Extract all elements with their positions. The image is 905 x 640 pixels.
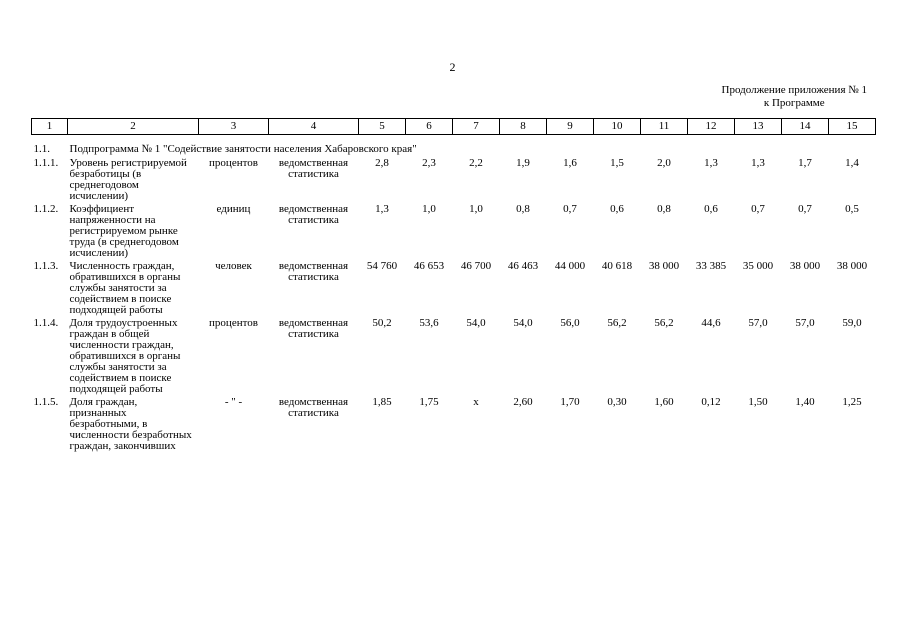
value-cell: 0,8 xyxy=(657,203,671,215)
subprogram-code: 1.1. xyxy=(33,143,50,155)
header-cell: 4 xyxy=(269,119,359,135)
value-cell: 1,7 xyxy=(798,157,812,169)
header-cell: 8 xyxy=(500,119,547,135)
table-row xyxy=(32,156,876,202)
value-cell: 0,12 xyxy=(701,396,721,408)
continuation-note xyxy=(722,84,867,110)
value-cell: 44,6 xyxy=(701,317,721,329)
indicator-name: Численность граждан, обратившихся в органы службы занятости за содействием в поиске подходящей работы xyxy=(69,260,181,316)
value-cell: 33 385 xyxy=(695,260,727,272)
value-cell: 59,0 xyxy=(842,317,862,329)
indicator-name: Доля граждан, признанных безработными, в численности безработных граждан, закончивших xyxy=(69,396,192,452)
value-cell: 56,0 xyxy=(560,317,580,329)
value-cell: 40 618 xyxy=(601,260,633,272)
indicators-table xyxy=(31,118,876,452)
value-cell: 38 000 xyxy=(836,260,868,272)
unit-cell: человек xyxy=(215,260,252,272)
header-cell: 11 xyxy=(641,119,688,135)
unit-cell: - " - xyxy=(224,396,243,408)
table-row xyxy=(32,259,876,316)
value-cell: 0,30 xyxy=(607,396,627,408)
unit-cell: единиц xyxy=(216,203,251,215)
header-cell: 14 xyxy=(782,119,829,135)
value-cell: 0,7 xyxy=(751,203,765,215)
value-cell: 1,4 xyxy=(845,157,859,169)
value-cell: 0,7 xyxy=(563,203,577,215)
row-code: 1.1.3. xyxy=(33,260,59,272)
value-cell: 38 000 xyxy=(648,260,680,272)
subprogram-row xyxy=(32,135,876,157)
indicator-name: Уровень регистрируемой безработицы (в среднегодовом исчислении) xyxy=(69,157,187,202)
header-cell: 5 xyxy=(359,119,406,135)
value-cell: 2,2 xyxy=(469,157,483,169)
header-cell: 1 xyxy=(32,119,68,135)
value-cell: 57,0 xyxy=(748,317,768,329)
header-cell: 6 xyxy=(406,119,453,135)
value-cell: 1,3 xyxy=(375,203,389,215)
header-cell: 7 xyxy=(453,119,500,135)
header-cell: 13 xyxy=(735,119,782,135)
header-cell: 10 xyxy=(594,119,641,135)
source-cell: ведомственная статистика xyxy=(278,260,349,283)
value-cell: 1,0 xyxy=(422,203,436,215)
value-cell: 1,3 xyxy=(704,157,718,169)
unit-cell: процентов xyxy=(209,157,258,169)
value-cell: 1,40 xyxy=(795,396,815,408)
value-cell: 0,6 xyxy=(610,203,624,215)
value-cell: 57,0 xyxy=(795,317,815,329)
table-row xyxy=(32,202,876,259)
value-cell: 56,2 xyxy=(654,317,674,329)
header-cell: 3 xyxy=(199,119,269,135)
value-cell: 1,70 xyxy=(560,396,580,408)
value-cell: 1,50 xyxy=(748,396,768,408)
value-cell: 46 653 xyxy=(413,260,445,272)
continuation-line-1: Продолжение приложения № 1 xyxy=(721,84,867,96)
value-cell: 54,0 xyxy=(466,317,486,329)
continuation-line-2: к Программе xyxy=(763,97,825,109)
source-cell: ведомственная статистика xyxy=(278,396,349,419)
value-cell: 35 000 xyxy=(742,260,774,272)
value-cell: 2,8 xyxy=(375,157,389,169)
header-cell: 12 xyxy=(688,119,735,135)
value-cell: 0,8 xyxy=(516,203,530,215)
header-cell: 15 xyxy=(829,119,876,135)
value-cell: 0,6 xyxy=(704,203,718,215)
value-cell: 1,5 xyxy=(610,157,624,169)
page-number: 2 xyxy=(449,60,456,74)
value-cell: 46 463 xyxy=(507,260,539,272)
value-cell: 53,6 xyxy=(419,317,439,329)
value-cell: 1,25 xyxy=(842,396,862,408)
value-cell: х xyxy=(473,396,479,408)
value-cell: 0,7 xyxy=(798,203,812,215)
value-cell: 46 700 xyxy=(460,260,492,272)
value-cell: 44 000 xyxy=(554,260,586,272)
source-cell: ведомственная статистика xyxy=(278,157,349,180)
value-cell: 54,0 xyxy=(513,317,533,329)
source-cell: ведомственная статистика xyxy=(278,317,349,340)
value-cell: 1,85 xyxy=(372,396,392,408)
value-cell: 1,3 xyxy=(751,157,765,169)
header-row xyxy=(32,119,876,135)
row-code: 1.1.5. xyxy=(33,396,59,408)
table-row xyxy=(32,395,876,452)
value-cell: 1,60 xyxy=(654,396,674,408)
header-cell: 2 xyxy=(68,119,199,135)
value-cell: 1,9 xyxy=(516,157,530,169)
value-cell: 2,3 xyxy=(422,157,436,169)
value-cell: 50,2 xyxy=(372,317,392,329)
header-cell: 9 xyxy=(547,119,594,135)
value-cell: 2,0 xyxy=(657,157,671,169)
table-row xyxy=(32,316,876,395)
indicator-name: Доля трудоустроенных граждан в общей численности граждан, обратившихся в органы службы занятости за содействием в поиске подходящей работы xyxy=(69,317,181,395)
value-cell: 38 000 xyxy=(789,260,821,272)
row-code: 1.1.1. xyxy=(33,157,59,169)
row-code: 1.1.2. xyxy=(33,203,59,215)
row-code: 1.1.4. xyxy=(33,317,59,329)
unit-cell: процентов xyxy=(209,317,258,329)
indicator-name: Коэффициент напряженности на регистрируемом рынке труда (в среднегодовом исчислении) xyxy=(69,203,179,259)
value-cell: 54 760 xyxy=(366,260,398,272)
value-cell: 2,60 xyxy=(513,396,533,408)
value-cell: 1,0 xyxy=(469,203,483,215)
value-cell: 0,5 xyxy=(845,203,859,215)
value-cell: 56,2 xyxy=(607,317,627,329)
value-cell: 1,75 xyxy=(419,396,439,408)
source-cell: ведомственная статистика xyxy=(278,203,349,226)
value-cell: 1,6 xyxy=(563,157,577,169)
subprogram-title: Подпрограмма № 1 "Содействие занятости населения Хабаровского края" xyxy=(69,143,417,155)
